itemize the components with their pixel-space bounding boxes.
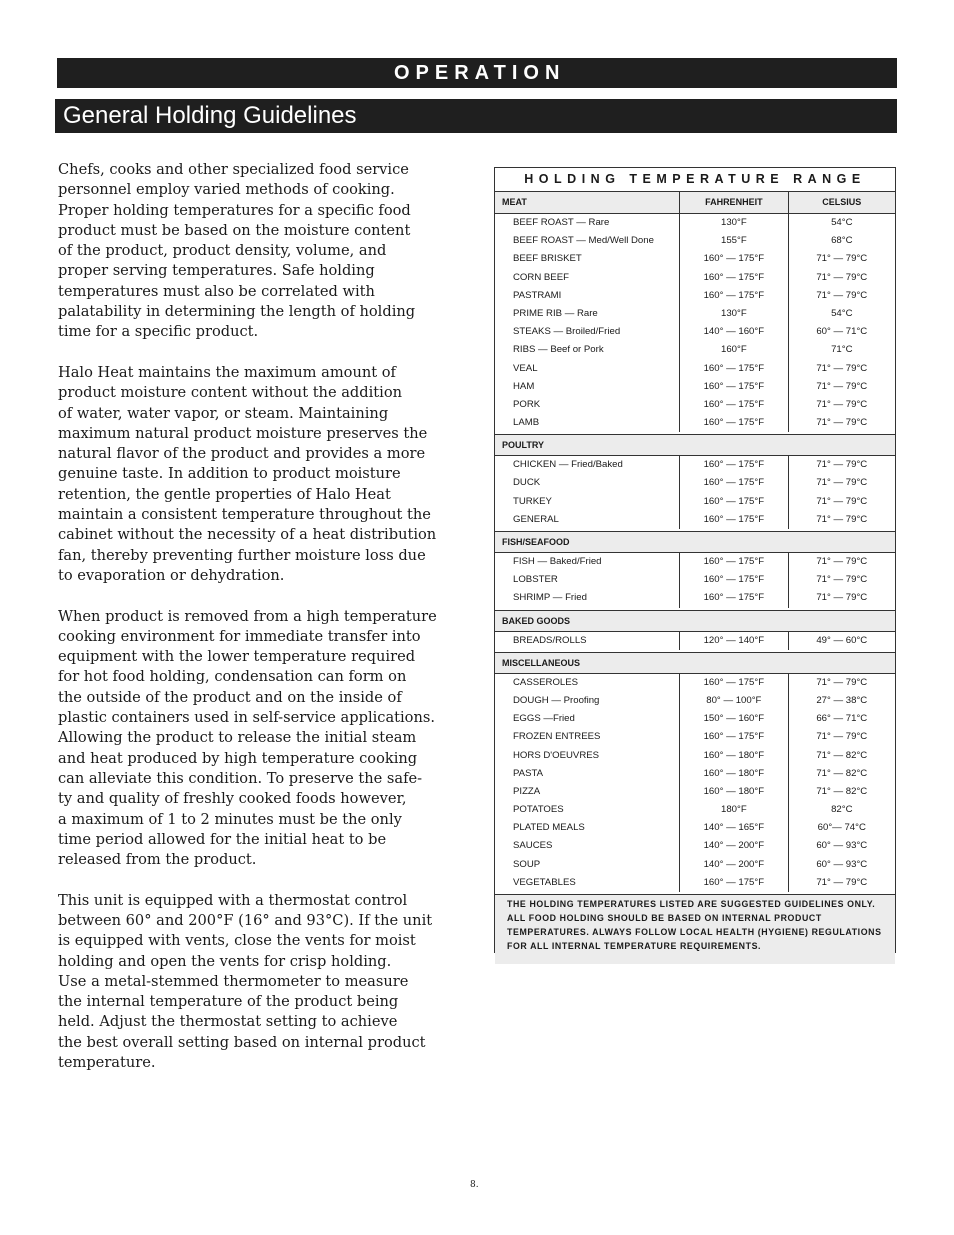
fahrenheit-value: 120° — 140°F [679,632,787,650]
celsius-value: 71° — 79°C [788,874,895,892]
fahrenheit-value: 160° — 175°F [679,571,787,589]
table-row [495,305,895,323]
column-celsius: CELSIUS [788,192,895,213]
celsius-value: 71° — 79°C [788,250,895,268]
celsius-value: 71° — 79°C [788,269,895,287]
food-item: PASTA [513,767,544,779]
celsius-value: 82°C [788,801,895,819]
fahrenheit-value: 160° — 175°F [679,493,787,511]
food-item: VEGETABLES [513,876,576,888]
group-fish [495,553,895,608]
table-row [495,414,895,432]
fahrenheit-value: 160° — 175°F [679,396,787,414]
page-number: 8. [470,1180,479,1190]
food-item: SAUCES [513,840,553,852]
food-item: DUCK [513,477,541,489]
fahrenheit-value: 160° — 180°F [679,783,787,801]
fahrenheit-value: 160° — 175°F [679,287,787,305]
celsius-value: 71° — 79°C [788,571,895,589]
celsius-value: 54°C [788,214,895,232]
food-item: PIZZA [513,785,541,797]
celsius-value: 71° — 79°C [788,674,895,692]
group-meat [495,214,895,432]
food-item: LOBSTER [513,574,558,586]
fahrenheit-value: 155°F [679,232,787,250]
group-misc [495,674,895,892]
table-row [495,801,895,819]
celsius-value: 71° — 79°C [788,414,895,432]
fahrenheit-value: 160° — 180°F [679,747,787,765]
table-row [495,571,895,589]
table-row [495,232,895,250]
table-row [495,396,895,414]
column-fahrenheit: FAHRENHEIT [679,192,787,213]
fahrenheit-value: 160° — 175°F [679,250,787,268]
food-item: HORS D'OEUVRES [513,749,600,761]
section-title: OPERATION [394,62,566,84]
food-item: FROZEN ENTREES [513,731,601,743]
table-row [495,747,895,765]
table-row [495,474,895,492]
fahrenheit-value: 160° — 175°F [679,874,787,892]
food-item: SHRIMP — Fried [513,592,587,604]
food-item: EGGS —Fried [513,713,575,725]
food-item: VEAL [513,362,538,374]
table-row [495,674,895,692]
paragraph: Halo Heat maintains the maximum amount of product moisture content without the addition of water, water vapor, or steam. Maintaining maximum natural product moisture preserves the natural flavor of the product and provides a more genuine taste. In addition to product moisture retention, the gentle properties of Halo Heat maintain a consistent temperature throughout the cabinet without the necessity of a heat distribution fan, thereby preventing further moisture loss due to evaporation or dehydration. [58,363,437,584]
table-row [495,378,895,396]
table-row [495,456,895,474]
celsius-value: 71° — 79°C [788,378,895,396]
fahrenheit-value: 160° — 175°F [679,414,787,432]
celsius-value: 71° — 79°C [788,589,895,607]
holding-temperature-table [494,167,896,953]
food-item: DOUGH — Proofing [513,694,600,706]
celsius-value: 71° — 79°C [788,396,895,414]
table-row [495,874,895,892]
category-baked-goods: BAKED GOODS [495,610,895,632]
table-row [495,632,895,650]
fahrenheit-value: 140° — 200°F [679,837,787,855]
paragraph: This unit is equipped with a thermostat control between 60° and 200°F (16° and 93°C). If the unit is equipped with vents, close the vents for moist holding and open the vents for crisp holding. Use a metal-stemmed thermometer to measure the internal temperature of the product being held. Adjust the thermostat setting to achieve the best overall setting based on internal product temperature. [58,891,433,1072]
fahrenheit-value: 160° — 175°F [679,474,787,492]
food-item: POTATOES [513,804,564,816]
celsius-value: 71° — 79°C [788,511,895,529]
fahrenheit-value: 160° — 175°F [679,360,787,378]
table-column-header [495,192,895,214]
fahrenheit-value: 80° — 100°F [679,692,787,710]
celsius-value: 68°C [788,232,895,250]
fahrenheit-value: 160° — 175°F [679,553,787,571]
celsius-value: 71° — 79°C [788,287,895,305]
fahrenheit-value: 140° — 160°F [679,323,787,341]
table-title: HOLDING TEMPERATURE RANGE [495,168,895,192]
celsius-value: 60° — 93°C [788,837,895,855]
celsius-value: 60° — 93°C [788,856,895,874]
food-item: TURKEY [513,495,552,507]
celsius-value: 71° — 79°C [788,728,895,746]
food-item: HAM [513,380,535,392]
fahrenheit-value: 160° — 175°F [679,728,787,746]
body-text [58,160,478,1094]
table-row [495,765,895,783]
paragraph: When product is removed from a high temperature cooking environment for immediate transfer into equipment with the lower temperature required for hot food holding, condensation can form on the outside of the product and on the inside of plastic containers used in self-service applications. Allowing the product to release the initial steam and heat produced by high temperature cooking can alleviate this condition. To preserve the safe- ty and quality of freshly cooked foods however, a maximum of 1 to 2 minutes must be the only time period allowed for the initial heat to be released from the product. [58,607,437,869]
food-item: CHICKEN — Fried/Baked [513,459,623,471]
table-row [495,692,895,710]
category-fish-seafood: FISH/SEAFOOD [495,531,895,553]
table-row [495,511,895,529]
fahrenheit-value: 140° — 165°F [679,819,787,837]
food-item: BREADS/ROLLS [513,634,587,646]
food-item: CORN BEEF [513,271,569,283]
fahrenheit-value: 130°F [679,305,787,323]
food-item: CASSEROLES [513,676,579,688]
celsius-value: 71° — 79°C [788,474,895,492]
celsius-value: 71° — 79°C [788,493,895,511]
food-item: PORK [513,398,541,410]
celsius-value: 49° — 60°C [788,632,895,650]
celsius-value: 60°— 74°C [788,819,895,837]
food-item: BEEF ROAST — Med/Well Done [513,235,654,247]
fahrenheit-value: 160°F [679,341,787,359]
food-item: BEEF ROAST — Rare [513,217,610,228]
fahrenheit-value: 160° — 175°F [679,511,787,529]
celsius-value: 60° — 71°C [788,323,895,341]
table-row [495,360,895,378]
table-row [495,269,895,287]
table-row [495,323,895,341]
fahrenheit-value: 150° — 160°F [679,710,787,728]
category-miscellaneous: MISCELLANEOUS [495,652,895,674]
celsius-value: 71°C [788,341,895,359]
table-row [495,819,895,837]
celsius-value: 71° — 79°C [788,553,895,571]
table-row [495,589,895,607]
page-title-bar [55,99,897,133]
table-row [495,214,895,232]
fahrenheit-value: 160° — 180°F [679,765,787,783]
group-baked [495,632,895,650]
fahrenheit-value: 160° — 175°F [679,674,787,692]
celsius-value: 71° — 79°C [788,456,895,474]
table-row [495,728,895,746]
food-item: GENERAL [513,513,559,525]
group-poultry [495,456,895,529]
table-note: THE HOLDING TEMPERATURES LISTED ARE SUGGESTED GUIDELINES ONLY. ALL FOOD HOLDING SHOULD BE BASED ON INTERNAL PRODUCT TEMPERATURES. ALWAYS FOLLOW LOCAL HEALTH (HYGIENE) REGULATIONS FOR ALL INTERNAL TEMPERATURE REQUIREMENTS. [495,894,895,964]
page-title: General Holding Guidelines [63,102,357,129]
fahrenheit-value: 140° — 200°F [679,856,787,874]
table-row [495,710,895,728]
table-row [495,837,895,855]
category-poultry: POULTRY [495,434,895,456]
celsius-value: 66° — 71°C [788,710,895,728]
celsius-value: 27° — 38°C [788,692,895,710]
celsius-value: 71° — 82°C [788,783,895,801]
fahrenheit-value: 160° — 175°F [679,378,787,396]
table-row [495,783,895,801]
celsius-value: 71° — 79°C [788,360,895,378]
fahrenheit-value: 130°F [679,214,787,232]
food-item: LAMB [513,417,540,429]
fahrenheit-value: 160° — 175°F [679,456,787,474]
table-row [495,250,895,268]
table-row [495,287,895,305]
table-row [495,553,895,571]
food-item: PRIME RIB — Rare [513,307,598,319]
food-item: STEAKS — Broiled/Fried [513,326,621,338]
fahrenheit-value: 180°F [679,801,787,819]
table-row [495,493,895,511]
fahrenheit-value: 160° — 175°F [679,269,787,287]
section-header-bar [57,58,897,88]
table-row [495,341,895,359]
food-item: PASTRAMI [513,289,562,301]
paragraph: Chefs, cooks and other specialized food service personnel employ varied methods of cooking. Proper holding temperatures for a specific food product must be based on the moisture content of the product, product density, volume, and proper serving temperatures. Safe holding temperatures must also be correlated with palatability in determining the length of holding time for a specific product. [58,161,416,341]
food-item: RIBS — Beef or Pork [513,344,604,356]
celsius-value: 71° — 82°C [788,747,895,765]
food-item: FISH — Baked/Fried [513,556,602,567]
celsius-value: 54°C [788,305,895,323]
food-item: PLATED MEALS [513,822,585,834]
food-item: SOUP [513,858,541,870]
celsius-value: 71° — 82°C [788,765,895,783]
category-meat: MEAT [502,197,527,207]
fahrenheit-value: 160° — 175°F [679,589,787,607]
table-row [495,856,895,874]
food-item: BEEF BRISKET [513,253,582,265]
